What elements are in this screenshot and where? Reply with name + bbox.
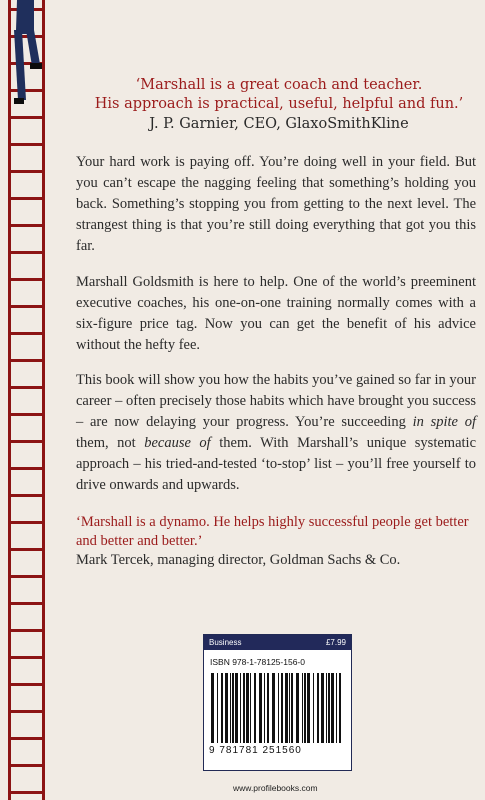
barcode-bar	[321, 673, 324, 743]
barcode-bar	[230, 673, 231, 743]
barcode-bar	[235, 673, 238, 743]
blurb-paragraph-3	[76, 370, 476, 496]
barcode-bar	[278, 673, 279, 743]
ladder-rung	[8, 467, 45, 470]
ladder-rung	[8, 737, 45, 740]
ladder-rung	[8, 683, 45, 686]
barcode-bar	[232, 673, 234, 743]
ladder-rung	[8, 224, 45, 227]
barcode-bar	[243, 673, 245, 743]
quote-top	[82, 76, 476, 114]
barcode-bar	[267, 673, 269, 743]
barcode-bar	[281, 673, 283, 743]
para3-emphasis-2: because of	[144, 435, 211, 451]
ladder-rung	[8, 602, 45, 605]
barcode-bar	[326, 673, 327, 743]
barcode-bar	[331, 673, 334, 743]
ladder-rung	[8, 89, 45, 92]
barcode-bar	[313, 673, 314, 743]
price-label: £7.99	[325, 638, 346, 647]
barcode-bar	[246, 673, 249, 743]
blurb-paragraph-2: Marshall Goldsmith is here to help. One of the world’s preeminent executive coaches, his one-on-one training normally comes with a six-figure price tag. Now you can get the benefit of his advice without the hefty fee.	[76, 274, 476, 353]
quote-top-line2: His approach is practical, useful, helpful and fun.’	[94, 96, 464, 112]
ladder-rung	[8, 386, 45, 389]
ladder-rung	[8, 251, 45, 254]
barcode-bar	[285, 673, 288, 743]
para3-part: them. With Marshall’s unique systematic approach – his tried-and-tested ‘to-stop’ list – you’ll free yourself to drive onwards and upwards.	[76, 435, 476, 493]
ladder-rung	[8, 332, 45, 335]
ladder-rung	[8, 359, 45, 362]
barcode-bar	[302, 673, 303, 743]
para3-part: them, not	[76, 435, 145, 451]
para3-part: This book will show you how the habits you’ve gained so far in your career – often precisely those habits which have brought you success – are now delaying your progress. You’re succeeding	[76, 372, 476, 430]
barcode-bar	[272, 673, 275, 743]
ladder-rung	[8, 629, 45, 632]
ladder-rung	[8, 494, 45, 497]
barcode-panel	[203, 634, 352, 771]
publisher-website: www.profilebooks.com	[233, 783, 318, 793]
ladder-rung	[8, 305, 45, 308]
ladder-rung	[8, 170, 45, 173]
ladder-rung	[8, 521, 45, 524]
ladder-rung	[8, 278, 45, 281]
barcode-bar	[259, 673, 262, 743]
barcode-bar	[211, 673, 214, 743]
barcode-bar	[264, 673, 265, 743]
barcode-bar	[225, 673, 228, 743]
ladder-rung	[8, 143, 45, 146]
para3-emphasis-1: in spite of	[412, 414, 476, 430]
ladder-rung	[8, 548, 45, 551]
barcode-bar	[336, 673, 337, 743]
barcode-digits: 9 781781 251560	[209, 745, 302, 756]
ladder-rung	[8, 656, 45, 659]
barcode-bar	[289, 673, 290, 743]
barcode-bar	[221, 673, 223, 743]
quote-bottom: ‘Marshall is a dynamo. He helps highly successful people get better and better and better.’	[76, 514, 469, 549]
quote-top-attribution: J. P. Garnier, CEO, GlaxoSmithKline	[149, 116, 409, 132]
barcode-bar	[317, 673, 319, 743]
isbn-label: ISBN 978-1-78125-156-0	[210, 657, 305, 667]
barcode-bar	[307, 673, 310, 743]
ladder-rung	[8, 440, 45, 443]
blurb-paragraph-1: Your hard work is paying off. You’re doing well in your field. But you can’t escape the nagging feeling that something’s holding you back. Something’s stopping you from getting to the next level. The strangest thing is that you’re still doing everything that got you this far.	[76, 154, 476, 254]
ladder-rung	[8, 575, 45, 578]
ladder-rung	[8, 764, 45, 767]
ladder-rung	[8, 197, 45, 200]
ladder-rung	[8, 116, 45, 119]
quote-bottom-attribution: Mark Tercek, managing director, Goldman Sachs & Co.	[76, 552, 401, 568]
ladder-rung	[8, 413, 45, 416]
category-label: Business	[209, 638, 242, 647]
climbing-man-figure	[14, 0, 42, 104]
ladder-illustration	[0, 0, 60, 800]
barcode-bar	[254, 673, 256, 743]
barcode-bar	[304, 673, 306, 743]
barcode-header	[204, 635, 351, 650]
ladder-rung	[8, 791, 45, 794]
ladder-rung	[8, 710, 45, 713]
barcode-bar	[296, 673, 299, 743]
ladder-rung	[8, 35, 45, 38]
barcode-bar	[291, 673, 293, 743]
quote-top-line1: ‘Marshall is a great coach and teacher.	[135, 77, 423, 93]
barcode-bar	[339, 673, 341, 743]
barcode-bar	[217, 673, 218, 743]
barcode-bar	[328, 673, 330, 743]
barcode-bar	[250, 673, 251, 743]
barcode-icon	[209, 673, 345, 745]
barcode-bar	[240, 673, 241, 743]
